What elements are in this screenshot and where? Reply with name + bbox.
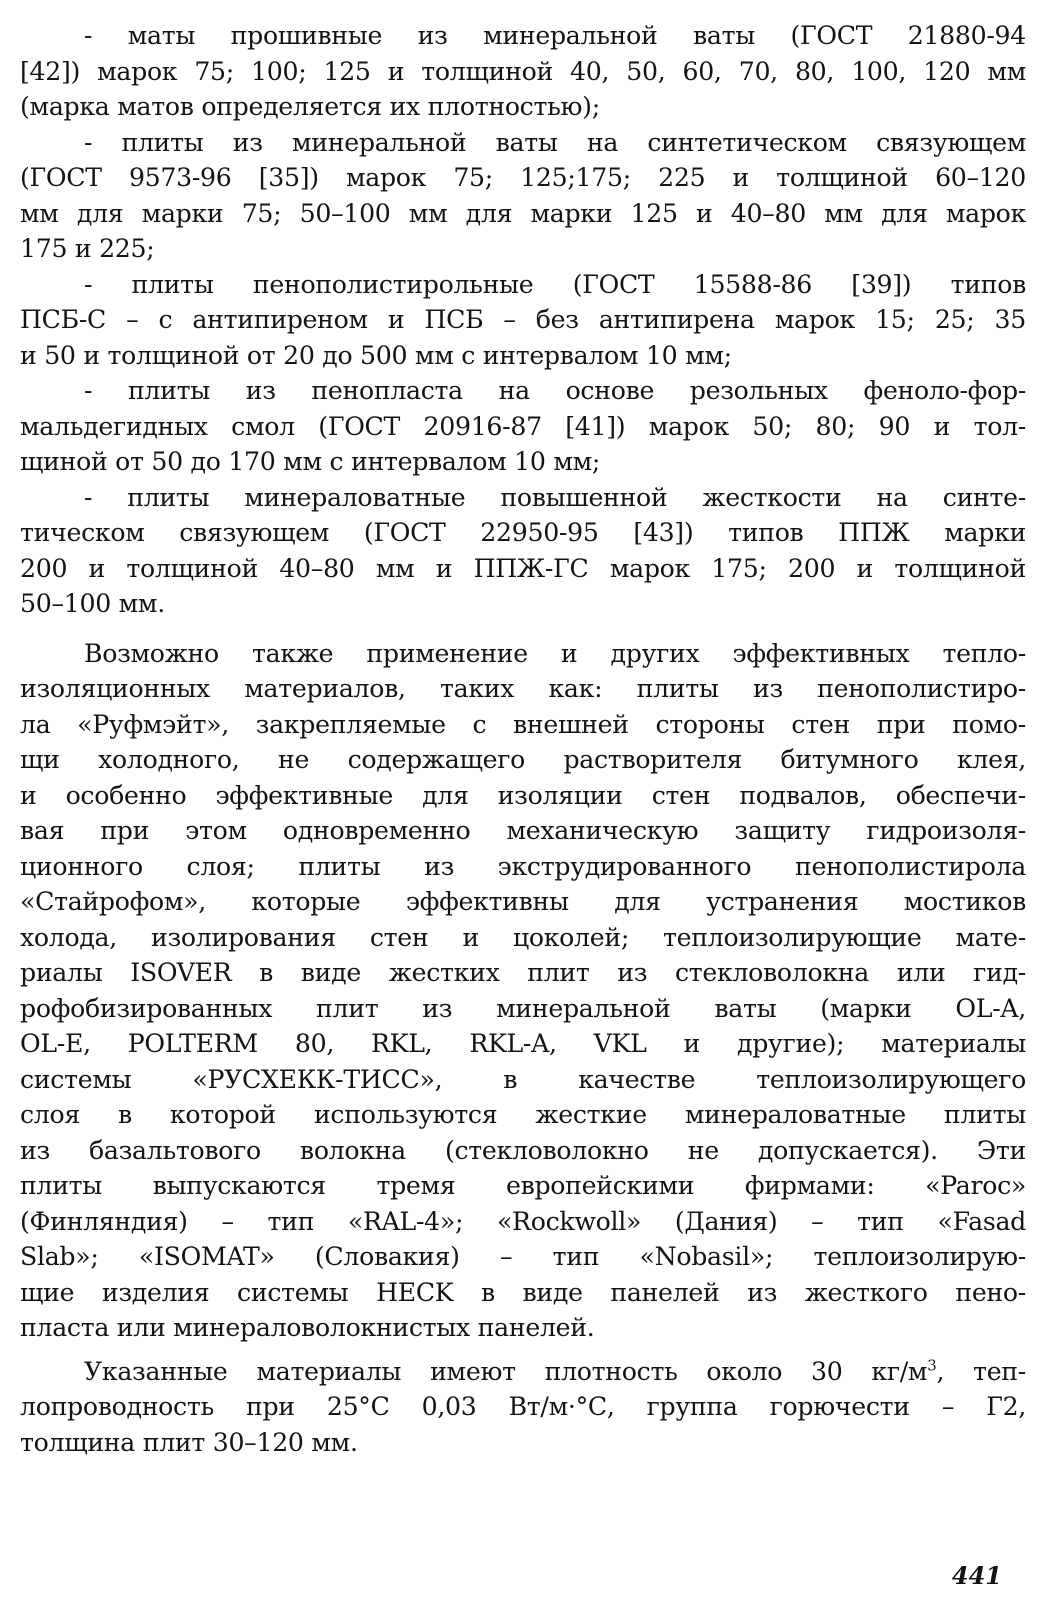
text-line: из базальтового волокна (стекловолокно не допускается). Эти bbox=[20, 1135, 1026, 1165]
text-line: 50–100 мм. bbox=[20, 589, 165, 618]
text-line: щиной от 50 до 170 мм с интервалом 10 мм; bbox=[20, 447, 601, 476]
text-line: - плиты из пенопласта на основе резольных феноло-фор- bbox=[84, 376, 1026, 405]
text-line: и особенно эффективные для изоляции стен подвалов, обеспечи- bbox=[20, 780, 1026, 810]
text-line: [42]) марок 75; 100; 125 и толщиной 40, 50, 60, 70, 80, 100, 120 мм bbox=[20, 56, 1026, 86]
text-line: - маты прошивные из минеральной ваты (ГОСТ 21880-94 bbox=[84, 21, 1026, 50]
paragraph-gap bbox=[20, 622, 1026, 636]
final-line1-tail: , теп- bbox=[936, 1356, 1026, 1386]
text-line: Slab»; «ISOMAT» (Словакия) – тип «Nobasil»; теплоизолирую- bbox=[20, 1242, 1026, 1271]
text-line: щие изделия системы HECK в виде панелей из жесткого пено- bbox=[20, 1277, 1026, 1307]
text-line: - плиты из минеральной ваты на синтетическом связующем bbox=[84, 127, 1026, 157]
body-text bbox=[20, 18, 1026, 1346]
text-line: «Стайрофом», которые эффективны для устранения мостиков bbox=[20, 887, 1026, 916]
text-line: вая при этом одновременно механическую защиту гидроизоля- bbox=[20, 816, 1026, 845]
text-line: пласта или минераловолокнистых панелей. bbox=[20, 1313, 595, 1342]
text-line: тическом связующем (ГОСТ 22950-95 [43]) типов ППЖ марки bbox=[20, 518, 1026, 547]
text-line: мальдегидных смол (ГОСТ 20916-87 [41]) марок 50; 80; 90 и тол- bbox=[20, 411, 1026, 441]
text-line: ПСБ-С – с антипиреном и ПСБ – без антипирена марок 15; 25; 35 bbox=[20, 305, 1026, 334]
text-line: (марка матов определяется их плотностью); bbox=[20, 92, 600, 121]
text-line: - плиты минераловатные повышенной жесткости на синте- bbox=[84, 482, 1026, 512]
text-line: 175 и 225; bbox=[20, 234, 155, 263]
text-line: OL-E, POLTERM 80, RKL, RKL-A, VKL и другие); материалы bbox=[20, 1029, 1026, 1058]
final-line1-text: Указанные материалы имеют плотность около 30 кг/м bbox=[84, 1356, 928, 1386]
text-line: - плиты пенополистирольные (ГОСТ 15588-86 [39]) типов bbox=[84, 269, 1026, 299]
text-line: плиты выпускаются тремя европейскими фирмами: «Parос» bbox=[20, 1171, 1026, 1200]
text-line: Возможно также применение и других эффективных тепло- bbox=[84, 638, 1026, 668]
text-line: мм для марки 75; 50–100 мм для марки 125 и 40–80 мм для марок bbox=[20, 198, 1026, 228]
final-paragraph-line-2: лопроводность при 25°С 0,03 Вт/м·°С, группа горючести – Г2, bbox=[20, 1392, 1026, 1421]
document-page bbox=[20, 18, 1026, 1578]
text-line: (Финляндия) – тип «RAL-4»; «Rockwoll» (Дания) – тип «Fasad bbox=[20, 1206, 1026, 1236]
text-line: системы «РУСХЕКК-ТИСС», в качестве теплоизолирующего bbox=[20, 1064, 1026, 1094]
text-line: ционного слоя; плиты из экструдированного пенополистирола bbox=[20, 851, 1026, 881]
text-line: (ГОСТ 9573-96 [35]) марок 75; 125;175; 225 и толщиной 60–120 bbox=[20, 163, 1026, 192]
text-line: риалы ISOVER в виде жестких плит из стекловолокна или гид- bbox=[20, 958, 1026, 987]
page-number: 441 bbox=[951, 1561, 1002, 1590]
text-line: ла «Руфмэйт», закрепляемые с внешней стороны стен при помо- bbox=[20, 709, 1026, 739]
text-line: 200 и толщиной 40–80 мм и ППЖ-ГС марок 175; 200 и толщиной bbox=[20, 553, 1026, 583]
text-line: рофобизированных плит из минеральной ваты (марки OL-A, bbox=[20, 993, 1026, 1023]
final-paragraph-line-3: толщина плит 30–120 мм. bbox=[20, 1427, 358, 1457]
text-line: и 50 и толщиной от 20 до 500 мм с интервалом 10 мм; bbox=[20, 340, 732, 370]
text-line: холода, изолирования стен и цоколей; теплоизолирующие мате- bbox=[20, 922, 1026, 952]
text-line: щи холодного, не содержащего растворителя битумного клея, bbox=[20, 745, 1026, 774]
text-line: изоляционных материалов, таких как: плиты из пенополистиро- bbox=[20, 674, 1026, 703]
text-line: слоя в которой используются жесткие минераловатные плиты bbox=[20, 1100, 1026, 1129]
final-paragraph-line-1 bbox=[20, 1354, 1026, 1390]
superscript-cubic: 3 bbox=[927, 1356, 937, 1375]
